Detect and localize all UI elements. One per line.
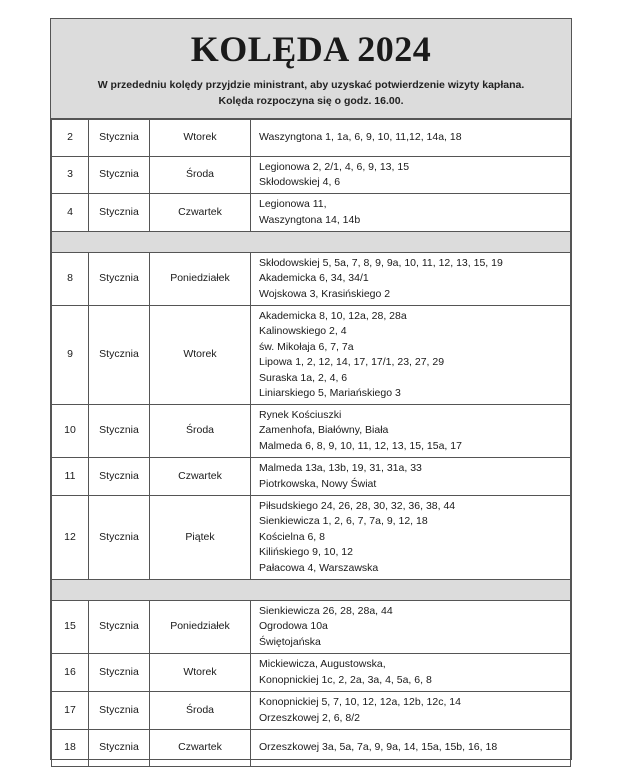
weekday-cell: Czwartek — [150, 458, 251, 496]
address-line: Skłodowskiej 5, 5a, 7, 8, 9, 9a, 10, 11, 12, 13, 15, 19 — [259, 256, 503, 269]
schedule-sheet — [50, 18, 572, 760]
table-row — [52, 405, 571, 458]
table-row — [52, 692, 571, 730]
month-cell: Stycznia — [89, 194, 150, 232]
addresses-cell — [251, 692, 571, 730]
table-row — [52, 253, 571, 306]
address-line: Skłodowskiej 4, 6 — [259, 176, 341, 188]
separator-cell — [52, 232, 571, 253]
table-row — [52, 306, 571, 405]
month-cell: Stycznia — [89, 601, 150, 654]
address-line: Sienkiewicza 26, 28, 28a, 44 — [259, 604, 393, 617]
address-line: Zamenhofa, Białówny, Biała — [259, 424, 389, 437]
addresses-cell — [251, 157, 571, 194]
address-line: Liniarskiego 5, Mariańskiego 3 — [259, 387, 401, 399]
weekday-cell: Poniedziałek — [150, 601, 251, 654]
address-line: Mickiewicza, Augustowska, — [259, 658, 386, 670]
address-line: Kościelna 6, 8 — [259, 530, 325, 543]
subtitle-line-1: W przededniu kolędy przyjdzie ministrant, aby uzyskać potwierdzenie wizyty kapłana. — [97, 79, 525, 91]
table-row — [52, 194, 571, 232]
day-cell: 8 — [52, 253, 89, 306]
addresses-cell — [251, 194, 571, 232]
month-cell: Stycznia — [89, 157, 150, 194]
addresses-cell — [251, 253, 571, 306]
table-row — [52, 458, 571, 496]
addresses-cell — [251, 306, 571, 405]
table-row — [52, 120, 571, 157]
address-line: Malmeda 6, 8, 9, 10, 11, 12, 13, 15, 15a, 17 — [259, 439, 462, 452]
address-line: Waszyngtona 14, 14b — [259, 213, 361, 226]
month-cell: Stycznia — [89, 253, 150, 306]
weekday-cell: Środa — [150, 405, 251, 458]
weekday-cell: Poniedziałek — [150, 253, 251, 306]
table-row — [52, 654, 571, 692]
address-line: Legionowa 2, 2/1, 4, 6, 9, 13, 15 — [259, 160, 410, 173]
address-line: Legionowa 11, — [259, 198, 327, 210]
day-cell: 3 — [52, 157, 89, 194]
month-cell: Stycznia — [89, 654, 150, 692]
month-cell: Stycznia — [89, 306, 150, 405]
weekday-cell: Czwartek — [150, 194, 251, 232]
subtitle-line-2: Kolęda rozpoczyna się o godz. 16.00. — [218, 95, 404, 107]
addresses-cell — [251, 601, 571, 654]
weekday-cell: Wtorek — [150, 306, 251, 405]
address-line: Kalinowskiego 2, 4 — [259, 325, 347, 337]
weekday-cell: Środa — [150, 157, 251, 194]
weekday-cell: Wtorek — [150, 120, 251, 157]
address-line: Malmeda 13a, 13b, 19, 31, 31a, 33 — [259, 462, 422, 474]
weekday-cell: Wtorek — [150, 654, 251, 692]
weekday-cell: Czwartek — [150, 730, 251, 767]
day-cell: 11 — [52, 458, 89, 496]
separator-row — [52, 232, 571, 253]
table-row — [52, 601, 571, 654]
weekday-cell: Piątek — [150, 496, 251, 580]
address-line: Konopnickiej 1c, 2, 2a, 3a, 4, 5a, 6, 8 — [259, 673, 432, 686]
day-cell: 18 — [52, 730, 89, 767]
table-row — [52, 496, 571, 580]
month-cell: Stycznia — [89, 405, 150, 458]
schedule-table — [51, 119, 571, 767]
table-row — [52, 157, 571, 194]
address-line: Lipowa 1, 2, 12, 14, 17, 17/1, 23, 27, 29 — [259, 356, 445, 368]
address-line: Świętojańska — [259, 635, 321, 648]
addresses-cell — [251, 120, 571, 157]
addresses-cell — [251, 405, 571, 458]
address-line: Piotrkowska, Nowy Świat — [259, 477, 377, 490]
day-cell: 2 — [52, 120, 89, 157]
address-line: Rynek Kościuszki — [259, 408, 342, 421]
day-cell: 9 — [52, 306, 89, 405]
addresses-cell — [251, 654, 571, 692]
address-line: Waszyngtona 1, 1a, 6, 9, 10, 11,12, 14a, 18 — [259, 131, 462, 144]
month-cell: Stycznia — [89, 496, 150, 580]
month-cell: Stycznia — [89, 458, 150, 496]
day-cell: 16 — [52, 654, 89, 692]
address-line: Sienkiewicza 1, 2, 6, 7, 7a, 9, 12, 18 — [259, 515, 428, 528]
addresses-cell — [251, 496, 571, 580]
separator-row — [52, 580, 571, 601]
day-cell: 4 — [52, 194, 89, 232]
day-cell: 10 — [52, 405, 89, 458]
day-cell: 15 — [52, 601, 89, 654]
address-line: Akademicka 8, 10, 12a, 28, 28a — [259, 309, 407, 322]
address-line: Pałacowa 4, Warszawska — [259, 561, 379, 574]
address-line: Akademicka 6, 34, 34/1 — [259, 272, 369, 285]
address-line: św. Mikołaja 6, 7, 7a — [259, 340, 354, 353]
day-cell: 17 — [52, 692, 89, 730]
address-line: Orzeszkowej 2, 6, 8/2 — [259, 711, 360, 724]
page-title: KOLĘDA 2024 — [190, 29, 432, 69]
address-line: Kilińskiego 9, 10, 12 — [259, 546, 353, 559]
address-line: Konopnickiej 5, 7, 10, 12, 12a, 12b, 12c, 14 — [259, 696, 461, 708]
address-line: Ogrodowa 10a — [259, 620, 328, 633]
header-panel — [51, 19, 571, 119]
month-cell: Stycznia — [89, 120, 150, 157]
address-line: Piłsudskiego 24, 26, 28, 30, 32, 36, 38, 44 — [259, 499, 456, 512]
address-line: Orzeszkowej 3a, 5a, 7a, 9, 9a, 14, 15a, 15b, 16, 18 — [259, 741, 498, 754]
addresses-cell — [251, 458, 571, 496]
month-cell: Stycznia — [89, 692, 150, 730]
month-cell: Stycznia — [89, 730, 150, 767]
addresses-cell — [251, 730, 571, 767]
address-line: Suraska 1a, 2, 4, 6 — [259, 371, 348, 384]
separator-cell — [52, 580, 571, 601]
weekday-cell: Środa — [150, 692, 251, 730]
table-row — [52, 730, 571, 767]
address-line: Wojskowa 3, Krasińskiego 2 — [259, 287, 391, 300]
day-cell: 12 — [52, 496, 89, 580]
